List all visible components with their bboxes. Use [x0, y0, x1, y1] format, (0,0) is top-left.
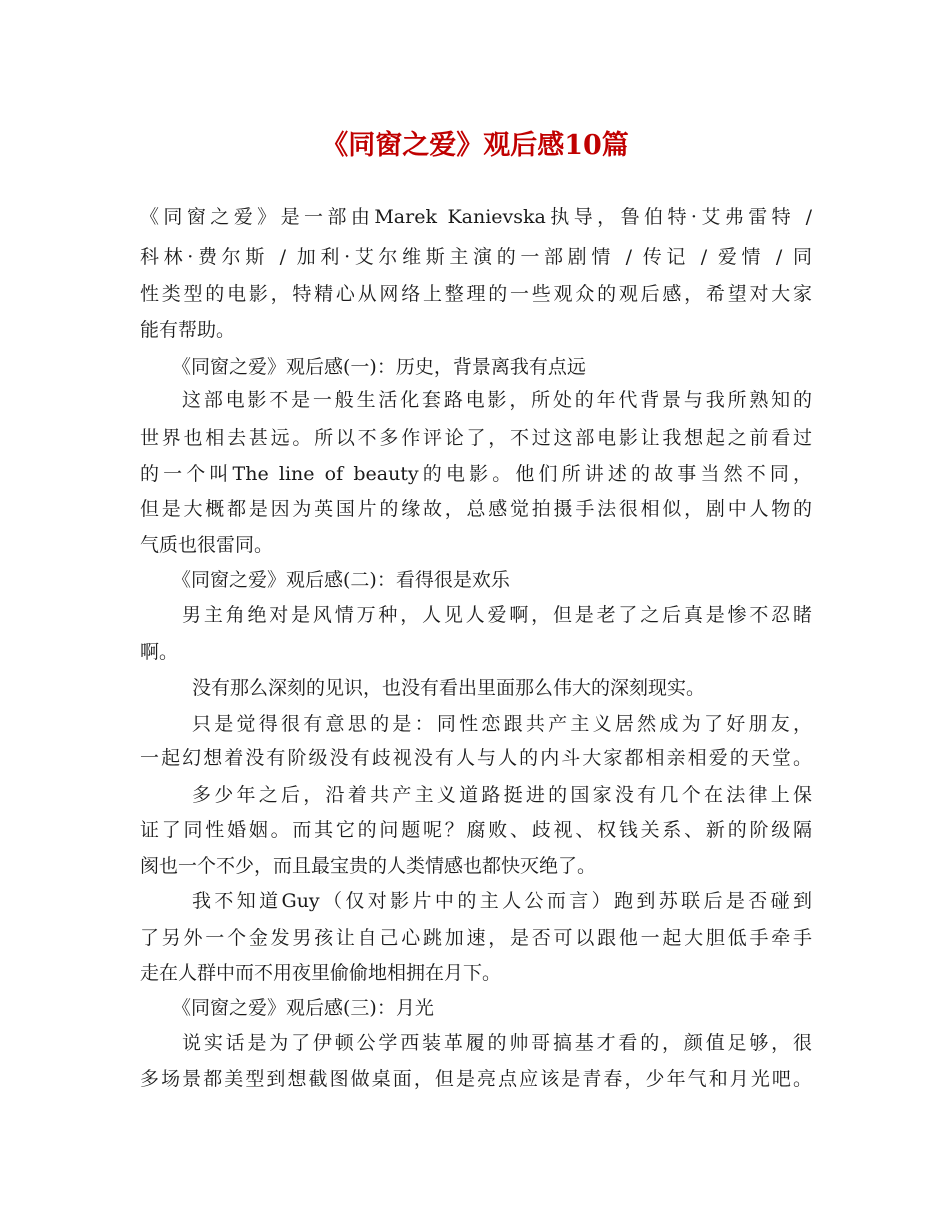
paragraph-line: 这部电影不是一般生活化套路电影，所处的年代背景与我所熟知的: [182, 389, 812, 411]
paragraph-line: 气质也很雷同。: [140, 534, 274, 556]
paragraph-line: 说实话是为了伊顿公学西装革履的帅哥搞基才看的，颜值足够，很: [182, 1032, 812, 1054]
section-heading: 《同窗之爱》观后感(一)：历史，背景离我有点远: [172, 356, 586, 378]
paragraph-line: 的一个叫The line of beauty的电影。他们所讲述的故事当然不同，: [140, 463, 812, 485]
paragraph-line: 男主角绝对是风情万种，人见人爱啊，但是老了之后真是惨不忍睹: [182, 604, 812, 626]
document-title: 《同窗之爱》观后感10篇: [321, 130, 629, 161]
paragraph-line: 多少年之后，沿着共产主义道路挺进的国家没有几个在法律上保: [192, 784, 812, 806]
section-heading: 《同窗之爱》观后感(二)：看得很是欢乐: [172, 569, 510, 591]
paragraph-line: 科林·费尔斯 / 加利·艾尔维斯主演的一部剧情 / 传记 / 爱情 / 同: [140, 246, 812, 268]
paragraph-line: 《同窗之爱》是一部由Marek Kanievska执导，鲁伯特·艾弗雷特 /: [140, 206, 812, 228]
paragraph-line: 走在人群中而不用夜里偷偷地相拥在月下。: [140, 962, 502, 984]
paragraph-line: 证了同性婚姻。而其它的问题呢？腐败、歧视、权钱关系、新的阶级隔: [140, 819, 812, 841]
paragraph-line: 只是觉得很有意思的是：同性恋跟共产主义居然成为了好朋友，: [192, 713, 812, 735]
paragraph-line: 多场景都美型到想截图做桌面，但是亮点应该是青春，少年气和月光吧。: [140, 1068, 812, 1090]
paragraph-line: 但是大概都是因为英国片的缘故，总感觉拍摄手法很相似，剧中人物的: [140, 498, 812, 520]
paragraph-line: 了另外一个金发男孩让自己心跳加速，是否可以跟他一起大胆低手牵手: [140, 927, 812, 949]
paragraph-line: 能有帮助。: [140, 319, 236, 341]
section-heading: 《同窗之爱》观后感(三)：月光: [172, 997, 434, 1019]
paragraph-line: 一起幻想着没有阶级没有歧视没有人与人的内斗大家都相亲相爱的天堂。: [140, 747, 812, 769]
paragraph-line: 世界也相去甚远。所以不多作评论了，不过这部电影让我想起之前看过: [140, 427, 812, 449]
paragraph-line: 性类型的电影，特精心从网络上整理的一些观众的观后感，希望对大家: [140, 283, 812, 305]
paragraph-line: 啊。: [140, 641, 179, 663]
paragraph-line: 我不知道Guy（仅对影片中的主人公而言）跑到苏联后是否碰到: [192, 890, 812, 912]
paragraph-line: 阂也一个不少，而且最宝贵的人类情感也都快灭绝了。: [140, 855, 597, 877]
paragraph-line: 没有那么深刻的见识，也没有看出里面那么伟大的深刻现实。: [192, 677, 706, 699]
